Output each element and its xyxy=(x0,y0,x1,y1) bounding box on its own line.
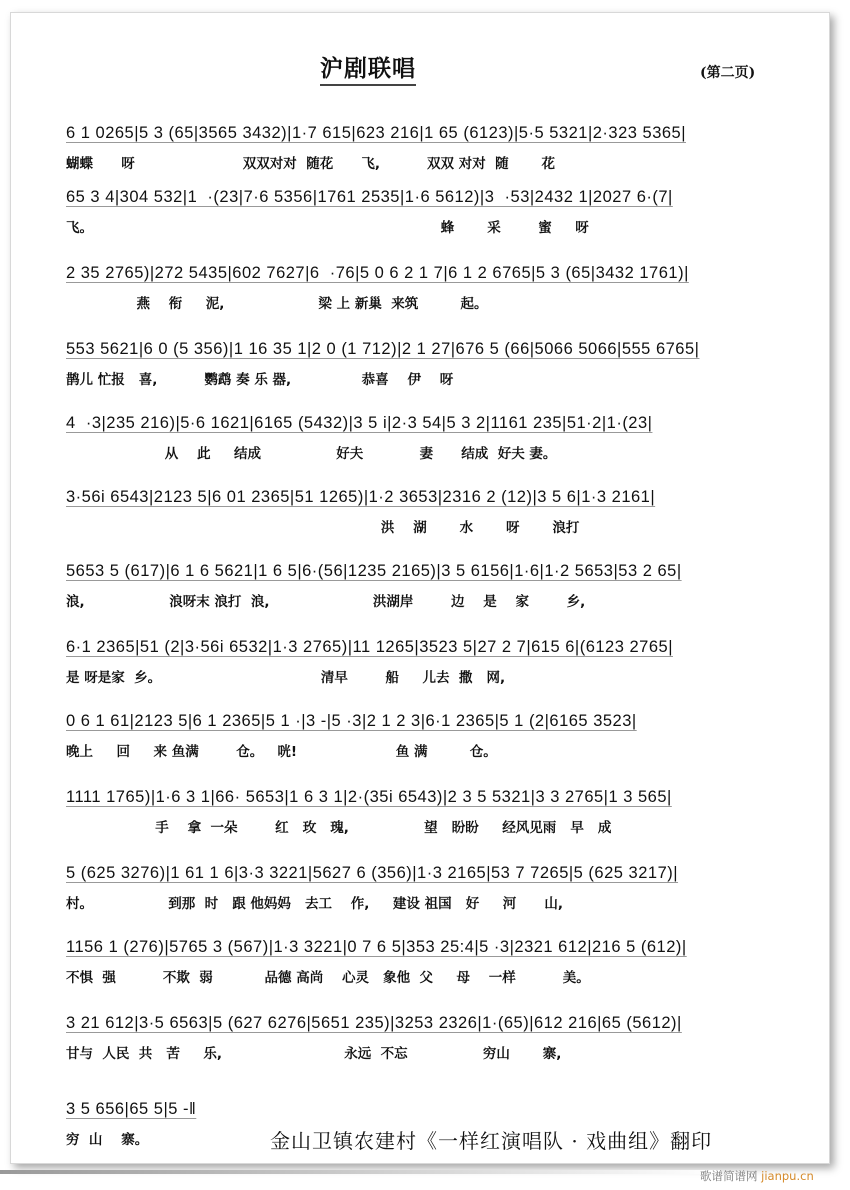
notation-line: 65 3 4|304 532|1 ·(23|7·6 5356|1761 2535|1·6 5612)|3 ·53|2432 1|2027 6·(7| xyxy=(66,188,673,206)
notation-line: 6·1 2365|51 (2|3·56i 6532|1·3 2765)|11 1265|3523 5|27 2 7|615 6|(6123 2765| xyxy=(66,638,673,656)
lyrics-line: 蝴蝶 呀 双双对对 随花 飞, 双双 对对 随 花 xyxy=(66,156,556,172)
lyrics-line: 甘与 人民 共 苦 乐, 永远 不忘 穷山 寨, xyxy=(66,1046,562,1062)
staff-row-6 xyxy=(66,486,796,538)
watermark-domain: jianpu.cn xyxy=(761,1169,814,1183)
staff-row-2 xyxy=(66,186,796,238)
lyrics-line: 浪, 浪呀末 浪打 浪, 洪湖岸 边 是 家 乡, xyxy=(66,594,586,610)
lyrics-line: 手 拿 一朵 红 玫 瑰, 望 盼盼 经风见雨 早 成 xyxy=(66,820,612,836)
notation-line: 3 5 656|65 5|5 -‖ xyxy=(66,1100,197,1118)
watermark-site-name: 歌谱简谱网 xyxy=(700,1169,758,1183)
notation-line: 4 ·3|235 216)|5·6 1621|6165 (5432)|3 5 i|2·3 54|5 3 2|1161 235|51·2|1·(23| xyxy=(66,414,653,432)
lyrics-line: 晚上 回 来 鱼满 仓。 咣! 鱼 满 仓。 xyxy=(66,744,497,760)
staff-row-3 xyxy=(66,262,796,314)
notation-line: 1111 1765)|1·6 3 1|66· 5653|1 6 3 1|2·(35i 6543)|2 3 5 5321|3 3 2765|1 3 565| xyxy=(66,788,672,806)
staff-row-12 xyxy=(66,936,796,988)
notation-line: 5653 5 (617)|6 1 6 5621|1 6 5|6·(56|1235 2165)|3 5 6156|1·6|1·2 5653|53 2 65| xyxy=(66,562,682,580)
lyrics-line: 从 此 结成 好夫 妻 结成 好夫 妻。 xyxy=(66,446,557,462)
page-number-label: (第二页) xyxy=(700,65,756,81)
lyrics-line: 燕 衔 泥, 梁 上 新巢 来筑 起。 xyxy=(66,296,488,312)
lyrics-line: 不惧 强 不欺 弱 品德 高尚 心灵 象他 父 母 一样 美。 xyxy=(66,970,590,986)
lyrics-line: 鹊儿 忙报 喜, 鹦鹉 奏 乐 器, 恭喜 伊 呀 xyxy=(66,372,454,388)
staff-row-10 xyxy=(66,786,796,838)
staff-row-13 xyxy=(66,1012,796,1064)
notation-line: 6 1 0265|5 3 (65|3565 3432)|1·7 615|623 216|1 65 (6123)|5·5 5321|2·323 5365| xyxy=(66,124,687,142)
notation-line: 5 (625 3276)|1 61 1 6|3·3 3221|5627 6 (356)|1·3 2165|53 7 7265|5 (625 3217)| xyxy=(66,864,679,882)
notation-line: 553 5621|6 0 (5 356)|1 16 35 1|2 0 (1 712)|2 1 27|676 5 (66|5066 5066|555 6765| xyxy=(66,340,700,358)
staff-row-4 xyxy=(66,338,796,390)
notation-line: 3 21 612|3·5 6563|5 (627 6276|5651 235)|3253 2326|1·(65)|612 216|65 (5612)| xyxy=(66,1014,682,1032)
lyrics-line: 是 呀是家 乡。 清早 船 儿去 撒 网, xyxy=(66,670,506,686)
lyrics-line: 飞。 蜂 采 蜜 呀 xyxy=(66,220,589,236)
notation-line: 3·56i 6543|2123 5|6 01 2365|51 1265)|1·2 3653|2316 2 (12)|3 5 6|1·3 2161| xyxy=(66,488,656,506)
notation-line: 0 6 1 61|2123 5|6 1 2365|5 1 ·|3 -|5 ·3|2 1 2 3|6·1 2365|5 1 (2|6165 3523| xyxy=(66,712,637,730)
score-title: 沪剧联唱 xyxy=(320,50,416,86)
notation-line: 2 35 2765)|272 5435|602 7627|6 ·76|5 0 6 2 1 7|6 1 2 6765|5 3 (65|3432 1761)| xyxy=(66,264,689,282)
site-watermark xyxy=(700,1168,814,1184)
lyrics-line: 穷 山 寨。 xyxy=(66,1132,149,1148)
staff-row-8 xyxy=(66,636,796,688)
publisher-credit: 金山卫镇农建村《一样红演唱队 · 戏曲组》翻印 xyxy=(270,1129,713,1153)
notation-line: 1156 1 (276)|5765 3 (567)|1·3 3221|0 7 6 5|353 25:4|5 ·3|2321 612|216 5 (612)| xyxy=(66,938,687,956)
lyrics-line: 村。 到那 时 跟 他妈妈 去工 作, 建设 祖国 好 河 山, xyxy=(66,896,564,912)
lyrics-line: 洪 湖 水 呀 浪打 xyxy=(66,520,580,536)
page-shadow-divider xyxy=(0,1170,720,1174)
staff-row-1 xyxy=(66,122,796,174)
staff-row-5 xyxy=(66,412,796,464)
staff-row-11 xyxy=(66,862,796,914)
staff-row-9 xyxy=(66,710,796,762)
staff-row-7 xyxy=(66,560,796,612)
